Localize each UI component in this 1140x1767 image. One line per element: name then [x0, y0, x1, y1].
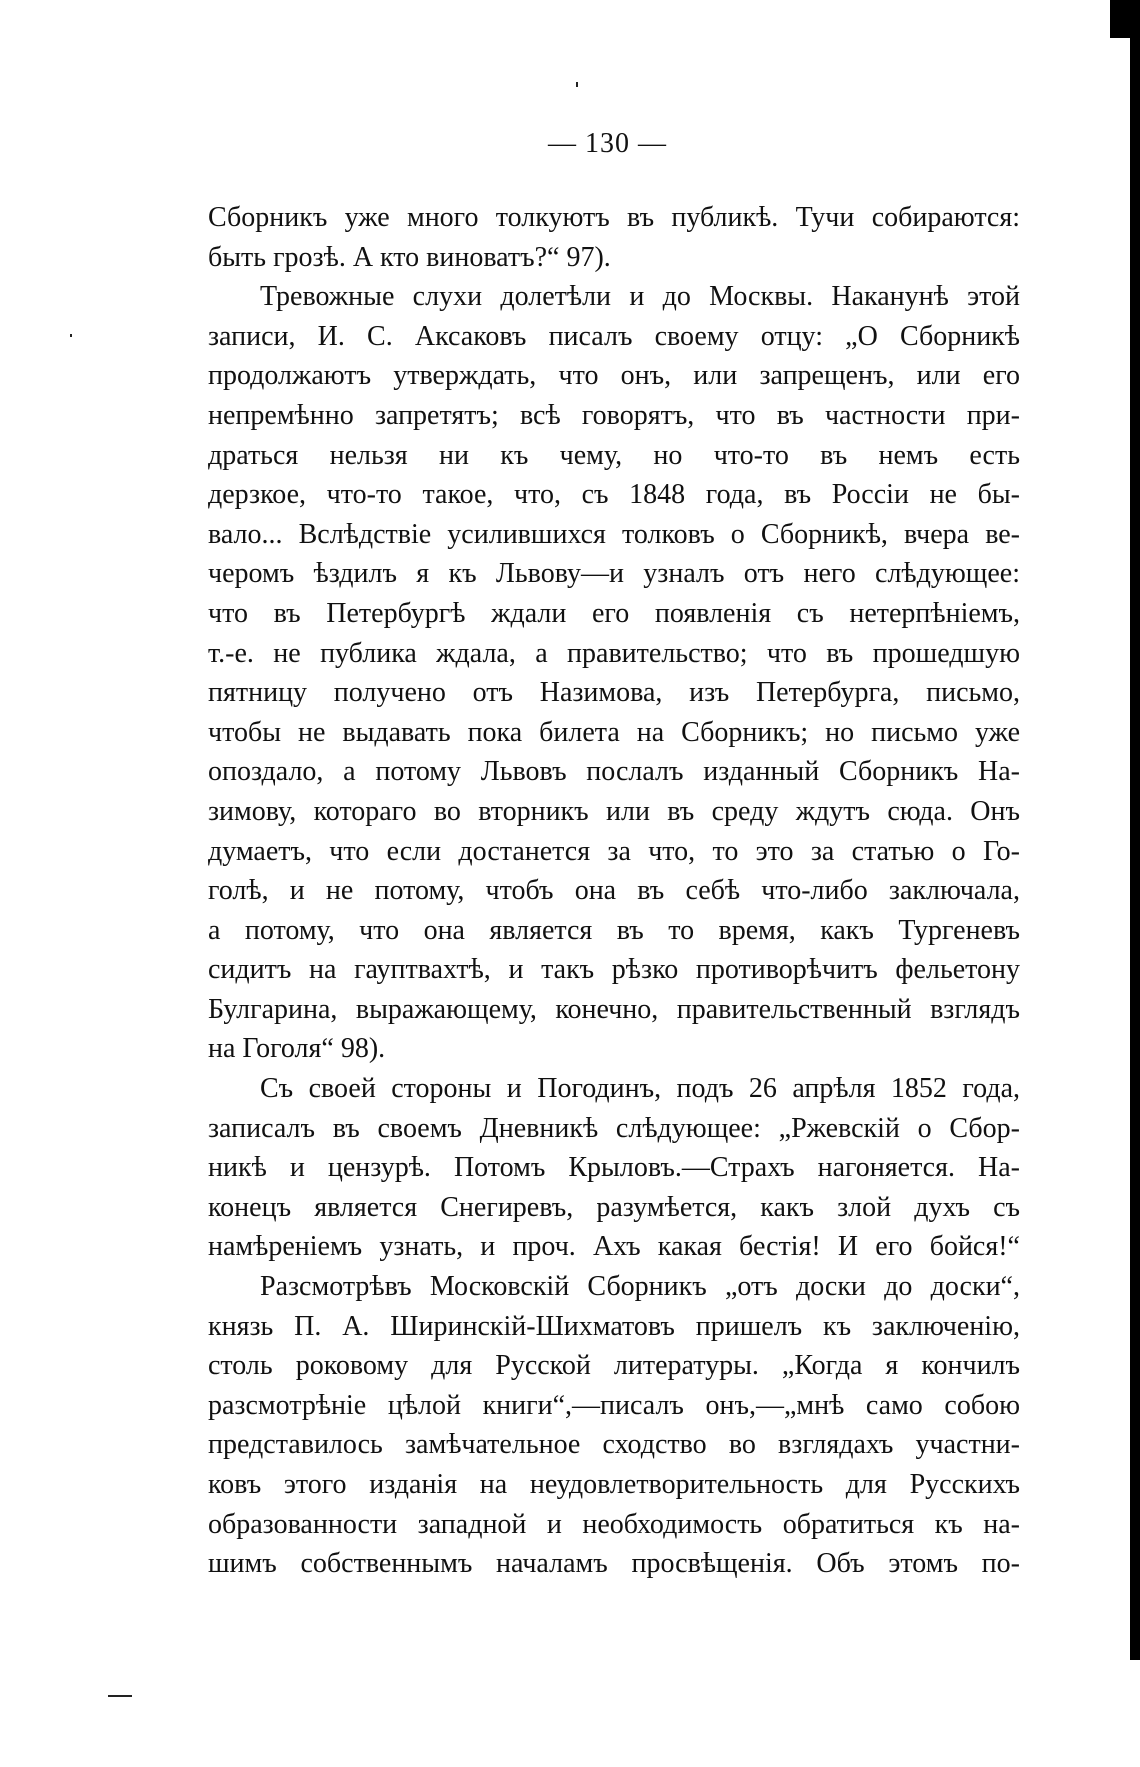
scan-mark-top [576, 82, 578, 87]
text-line: конецъ является Снегиревъ, разумѣется, какъ злой духъ съ [208, 1191, 1020, 1223]
text-line: непремѣнно запретятъ; всѣ говорятъ, что въ частности при- [208, 399, 1020, 431]
text-line: ковъ этого изданія на неудовлетворительность для Русскихъ [208, 1469, 1020, 1500]
text-line: разсмотрѣніе цѣлой книги“,—писалъ онъ,—„мнѣ само собою [208, 1389, 1020, 1421]
text-line: думаетъ, что если достанется за что, то это за статью о Го- [208, 835, 1020, 867]
scan-mark-left [70, 334, 72, 337]
text-line: пятницу получено отъ Назимова, изъ Петербурга, письмо, [208, 677, 1020, 709]
text-line: что въ Петербургѣ ждали его появленія съ нетерпѣніемъ, [208, 597, 1020, 629]
paragraph-2 [208, 277, 1020, 1069]
scan-edge-top-mark [1110, 0, 1132, 38]
text-line: Сборникъ уже много толкуютъ въ публикѣ. Тучи собираются: [208, 202, 1020, 233]
text-line: шимъ собственнымъ началамъ просвѣщенія. Объ этомъ по- [208, 1548, 1020, 1580]
text-line: записи, И. С. Аксаковъ писалъ своему отцу: „О Сборникѣ [208, 320, 1020, 352]
text-line: Разсмотрѣвъ Московскій Сборникъ „отъ доски до доски“, [260, 1271, 1020, 1303]
text-line: образованности западной и необходимость обратиться къ на- [208, 1508, 1020, 1540]
paragraph-3 [208, 1069, 1020, 1267]
text-line: намѣреніемъ узнать, и проч. Ахъ какая бестія! И его бойся!“ [208, 1231, 1020, 1263]
text-line: Булгарина, выражающему, конечно, правительственный взглядъ [208, 993, 1020, 1025]
text-line: князь П. А. Ширинскій-Шихматовъ пришелъ къ заключенію, [208, 1310, 1020, 1342]
text-line: продолжаютъ утверждать, что онъ, или запрещенъ, или его [208, 360, 1020, 392]
text-line: представилось замѣчательное сходство во взглядахъ участни- [208, 1429, 1020, 1461]
text-line: Съ своей стороны и Погодинъ, подъ 26 апрѣля 1852 года, [260, 1073, 1020, 1105]
text-line: опоздало, а потому Львовъ послалъ изданный Сборникъ На- [208, 756, 1020, 788]
paragraph-4 [208, 1267, 1020, 1584]
text-line: никѣ и цензурѣ. Потомъ Крыловъ.—Страхъ нагоняется. На- [208, 1152, 1020, 1184]
text-line: вало... Вслѣдствіе усилившихся толковъ о Сборникѣ, вчера ве- [208, 518, 1020, 550]
text-line: быть грозѣ. А кто виноватъ?“ 97). [208, 241, 611, 273]
text-line: драться нельзя ни къ чему, но что-то въ немъ есть [208, 439, 1020, 471]
page-number: — 130 — [548, 128, 667, 159]
text-line: зимову, котораго во вторникъ или въ среду ждутъ сюда. Онъ [208, 795, 1020, 827]
text-line: чтобы не выдавать пока билета на Сборникъ; но письмо уже [208, 716, 1020, 748]
text-line: столь роковому для Русской литературы. „Когда я кончилъ [208, 1350, 1020, 1382]
paragraph-1 [208, 198, 1020, 277]
text-line: дерзкое, что-то такое, что, съ 1848 года, въ Россіи не бы- [208, 479, 1020, 511]
scan-edge-right [1130, 0, 1140, 1660]
text-line: т.-е. не публика ждала, а правительство; что въ прошедшую [208, 637, 1020, 669]
text-line: сидитъ на гауптвахтѣ, и такъ рѣзко противорѣчитъ фельетону [208, 954, 1020, 986]
text-line: голѣ, и не потому, чтобъ она въ себѣ что-либо заключала, [208, 875, 1020, 907]
text-line: Тревожные слухи долетѣли и до Москвы. Наканунѣ этой [260, 281, 1020, 313]
text-line: записалъ въ своемъ Дневникѣ слѣдующее: „Ржевскій о Сбор- [208, 1112, 1020, 1144]
text-line: черомъ ѣздилъ я къ Львову—и узналъ отъ него слѣдующее: [208, 558, 1020, 590]
scan-mark-bottom [108, 1695, 132, 1697]
body-text [208, 198, 1020, 1584]
text-line: на Гоголя“ 98). [208, 1033, 386, 1065]
text-line: а потому, что она является въ то время, какъ Тургеневъ [208, 914, 1020, 946]
